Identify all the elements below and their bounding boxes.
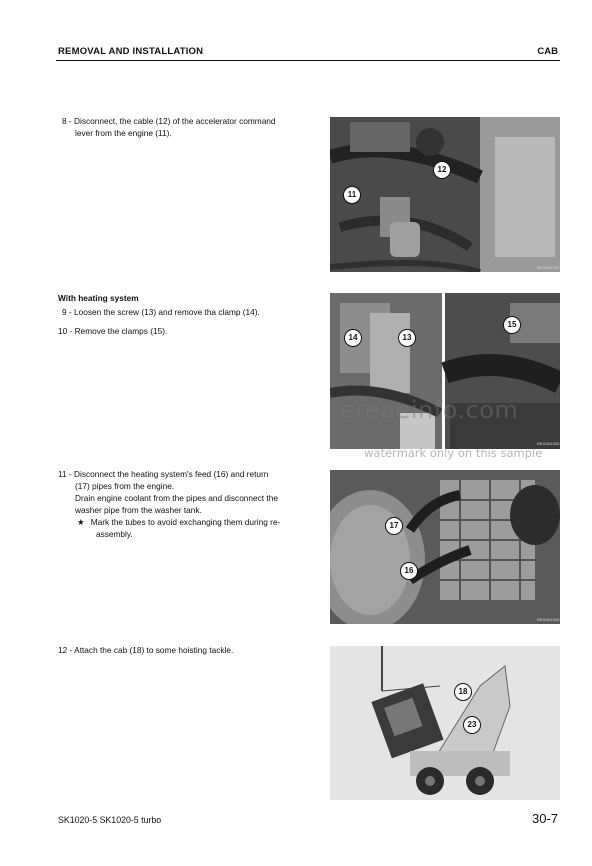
figure-heating-clamps-photo	[330, 293, 560, 449]
header-rule	[56, 60, 560, 61]
callout-17: 17	[385, 517, 403, 535]
page-number: 30-7	[531, 811, 558, 826]
callout-23: 23	[463, 716, 481, 734]
callout-16: 16	[400, 562, 418, 580]
watermark-site: ereaeinfo.com	[340, 396, 519, 424]
figure-code: RKG0A1050	[537, 793, 560, 798]
heating-subtitle: With heating system	[58, 293, 139, 303]
step-12-number: 12 -	[58, 645, 73, 655]
callout-18: 18	[454, 683, 472, 701]
figure-code: RKG0A1030	[537, 441, 560, 446]
figure-code: RKG0A1020	[537, 265, 560, 270]
step-11-line-3: Drain engine coolant from the pipes and disconnect the	[75, 493, 278, 503]
step-9-number: 9 -	[62, 307, 72, 317]
step-11	[58, 468, 280, 540]
step-8-line-1: Disconnect, the cable (12) of the accelerator command	[74, 116, 276, 126]
step-8	[62, 115, 276, 139]
step-10-line-1: Remove the clamps (15).	[74, 326, 168, 336]
step-11-line-4: washer pipe from the washer tank.	[75, 505, 202, 515]
step-11-note-1: Mark the tubes to avoid exchanging them during re-	[90, 517, 281, 527]
step-11-line-2: (17) pipes from the engine.	[75, 481, 175, 491]
step-9	[62, 306, 260, 318]
figure-code: RKG0A1040	[537, 617, 560, 622]
step-12	[58, 644, 233, 656]
step-11-note-2: assembly.	[96, 529, 133, 539]
step-10	[58, 325, 167, 337]
footer-models: SK1020-5 SK1020-5 turbo	[58, 815, 162, 825]
callout-11: 11	[343, 186, 361, 204]
callout-14: 14	[344, 329, 362, 347]
step-9-line-1: Loosen the screw (13) and remove tha clamp (14).	[74, 307, 260, 317]
star-icon: ★	[77, 517, 85, 527]
figure-heating-pipes-photo	[330, 470, 560, 624]
step-12-line-1: Attach the cab (18) to some hoisting tackle.	[74, 645, 234, 655]
step-11-line-1: Disconnect the heating system's feed (16) and return	[74, 469, 269, 479]
step-8-line-2: lever from the engine (11).	[75, 128, 172, 138]
chapter-title: CAB	[537, 46, 558, 57]
watermark-note: watermark only on this sample	[364, 446, 543, 460]
callout-13: 13	[398, 329, 416, 347]
figure-accelerator-cable-photo	[330, 117, 560, 272]
step-8-number: 8 -	[62, 116, 72, 126]
step-11-number: 11 -	[58, 469, 72, 479]
callout-12: 12	[433, 161, 451, 179]
callout-15: 15	[503, 316, 521, 334]
step-10-number: 10 -	[58, 326, 73, 336]
figure-hoisting-cab-photo	[330, 646, 560, 800]
section-title: REMOVAL AND INSTALLATION	[58, 46, 204, 57]
